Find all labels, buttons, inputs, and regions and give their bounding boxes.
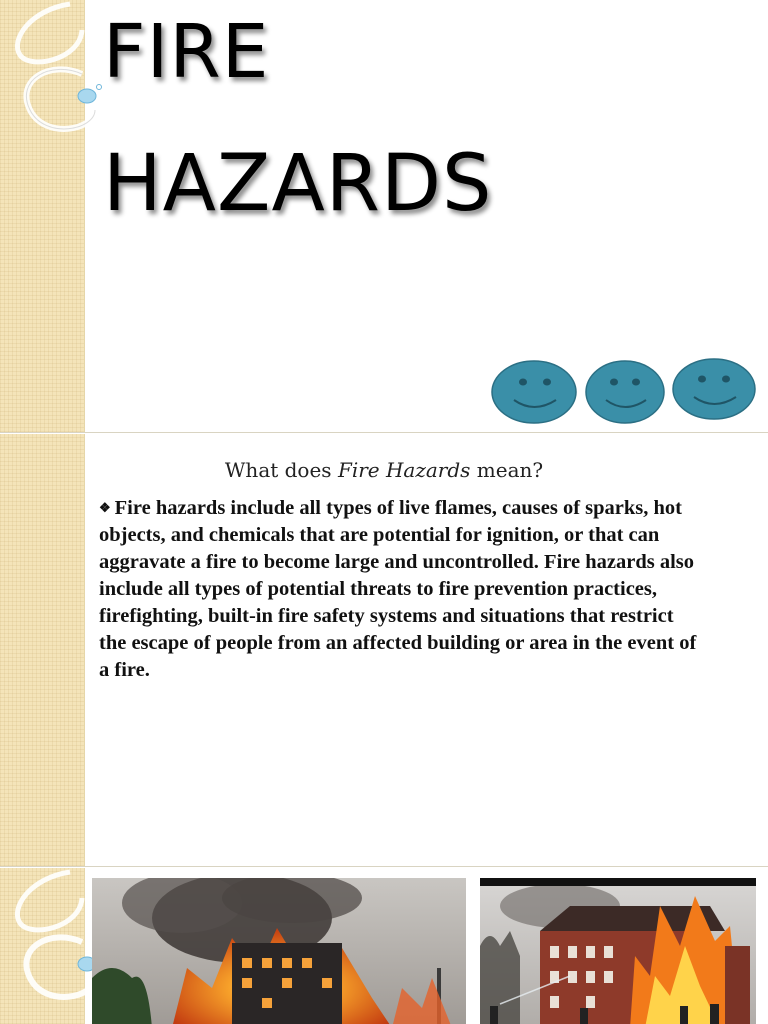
smiley-face-icon	[673, 359, 755, 419]
slide-divider	[0, 432, 768, 433]
title-line-fire: FIRE	[103, 9, 270, 95]
slide-divider	[0, 866, 768, 867]
photos-slide	[0, 868, 768, 1024]
smiley-face-icon	[586, 361, 664, 423]
diamond-bullet-icon: ❖	[99, 500, 111, 515]
slide-subtitle	[0, 458, 768, 482]
subtitle-prefix: What does	[224, 458, 338, 482]
definition-slide	[0, 434, 768, 866]
title-slide	[0, 0, 768, 432]
burning-brick-building-firefighters-photo	[480, 878, 756, 1024]
definition-paragraph: Fire hazards include all types of live flames, causes of sparks, hot objects, and chemicals that are potential for ignition, or that can aggravate a fire to become large and uncontrolled. Fire hazards also include all types of potential threats to fire prevention practices, firefighting, built-in fire safety systems and situations that restrict the escape of people from an affected building or area in the event of a fire.	[99, 497, 697, 681]
burning-apartment-building-photo	[92, 878, 466, 1024]
subtitle-emphasis: Fire Hazards	[337, 458, 471, 482]
subtitle-suffix: mean?	[470, 458, 544, 482]
definition-paragraph-block	[99, 494, 699, 684]
title-line-hazards: HAZARDS	[103, 139, 493, 229]
smiley-faces-group	[490, 356, 760, 426]
smiley-face-icon	[492, 361, 576, 423]
decorative-side-strip	[0, 434, 85, 866]
